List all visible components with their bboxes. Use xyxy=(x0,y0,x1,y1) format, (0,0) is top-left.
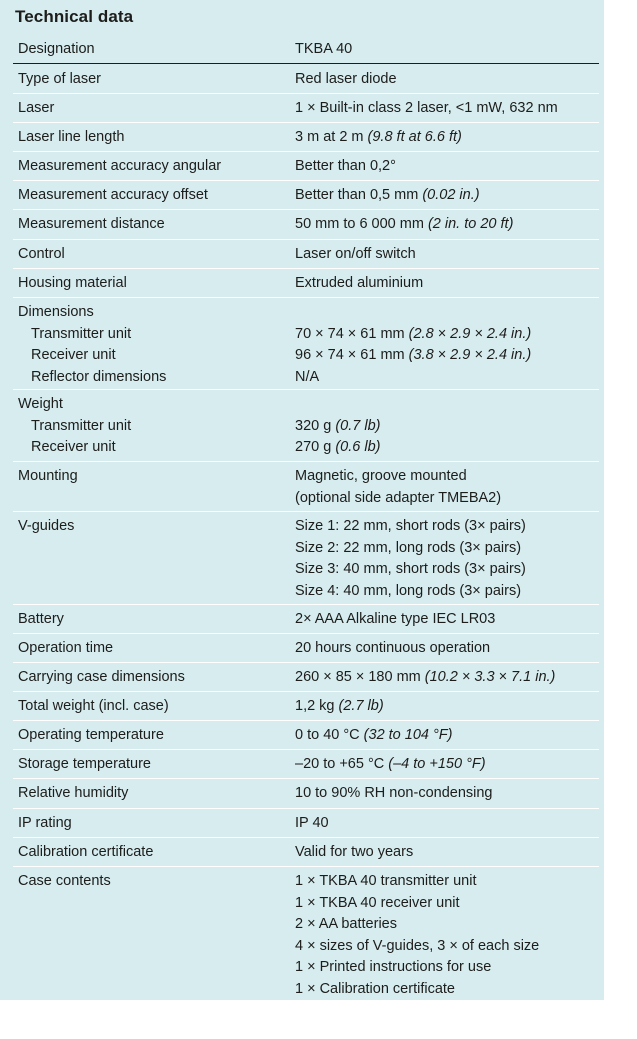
spec-label xyxy=(18,516,288,538)
value-imperial-text: (2.7 lb) xyxy=(338,698,384,714)
value-imperial-text: (0.02 in.) xyxy=(422,187,480,203)
spec-label-text: V-guides xyxy=(18,518,75,534)
spec-value xyxy=(295,214,600,236)
value-imperial-text: (0.6 lb) xyxy=(335,439,381,455)
spec-sublabel: Transmitter unit xyxy=(31,417,132,434)
spec-value xyxy=(295,754,600,776)
spec-label xyxy=(18,156,288,178)
value-text: 1 × TKBA 40 transmitter unit xyxy=(295,873,477,889)
value-text: IP 40 xyxy=(295,815,329,831)
value-imperial-text: (32 to 104 °F) xyxy=(363,727,453,743)
spec-value xyxy=(295,302,600,388)
spec-label-text: Weight xyxy=(18,396,63,412)
value-text: Magnetic, groove mounted xyxy=(295,468,467,484)
designation-value: TKBA 40 xyxy=(295,41,353,57)
spec-value xyxy=(295,516,600,602)
spec-label-text: Operating temperature xyxy=(18,727,164,743)
spec-label-text: Mounting xyxy=(18,468,78,484)
value-text: Red laser diode xyxy=(295,71,397,87)
spec-label-text: Measurement accuracy angular xyxy=(18,158,222,174)
row-divider xyxy=(13,209,599,210)
row-divider xyxy=(13,268,599,269)
spec-value xyxy=(295,185,600,207)
value-text: Valid for two years xyxy=(295,844,414,860)
spec-sublabel: Transmitter unit xyxy=(31,325,132,342)
value-text: 70 × 74 × 61 mm xyxy=(295,325,409,342)
row-divider xyxy=(13,778,599,779)
spec-label xyxy=(18,696,288,718)
spec-value xyxy=(295,98,600,120)
row-divider xyxy=(13,389,599,390)
row-divider xyxy=(13,808,599,809)
value-text: 96 × 74 × 61 mm xyxy=(295,347,409,363)
spec-label xyxy=(18,98,288,120)
spec-label-text: Storage temperature xyxy=(18,756,151,772)
spec-label xyxy=(18,813,288,835)
value-text: N/A xyxy=(295,368,320,385)
row-divider xyxy=(13,180,599,181)
row-divider xyxy=(13,866,599,867)
value-text: 1 × Calibration certificate xyxy=(295,980,455,997)
value-text: Extruded aluminium xyxy=(295,275,424,291)
value-imperial-text: (–4 to +150 °F) xyxy=(388,756,486,772)
spec-label-text: Laser xyxy=(18,100,55,116)
value-text: 2× AAA Alkaline type IEC LR03 xyxy=(295,611,496,627)
value-imperial-text: (0.7 lb) xyxy=(335,417,381,434)
value-text: Laser on/off switch xyxy=(295,246,416,262)
row-divider xyxy=(13,151,599,152)
spec-sublabel: Receiver unit xyxy=(31,439,116,455)
value-text: 1 × TKBA 40 receiver unit xyxy=(295,894,460,911)
row-divider xyxy=(13,461,599,462)
value-text: Better than 0,5 mm xyxy=(295,187,423,203)
spec-sublabel: Reflector dimensions xyxy=(31,368,167,385)
spec-label-text: Carrying case dimensions xyxy=(18,669,185,685)
value-imperial-text: (10.2 × 3.3 × 7.1 in.) xyxy=(424,669,556,685)
spec-value xyxy=(295,696,600,718)
spec-value xyxy=(295,609,600,631)
spec-label xyxy=(18,127,288,149)
row-divider xyxy=(13,633,599,634)
row-divider xyxy=(13,604,599,605)
header-divider xyxy=(13,63,599,64)
spec-label-text: Relative humidity xyxy=(18,785,129,801)
spec-label xyxy=(18,244,288,266)
value-text: 270 g xyxy=(295,439,336,455)
spec-label-text: IP rating xyxy=(18,815,72,831)
row-divider xyxy=(13,239,599,240)
spec-label-text: Measurement distance xyxy=(18,216,165,232)
spec-label xyxy=(18,609,288,631)
row-divider xyxy=(13,662,599,663)
spec-label xyxy=(18,185,288,207)
spec-label xyxy=(18,871,288,893)
spec-label-text: Calibration certificate xyxy=(18,844,154,860)
value-imperial-text: (9.8 ft at 6.6 ft) xyxy=(367,129,462,145)
spec-value xyxy=(295,813,600,835)
spec-label-text: Laser line length xyxy=(18,129,125,145)
row-divider xyxy=(13,720,599,721)
value-text: 2 × AA batteries xyxy=(295,916,397,932)
spec-value xyxy=(295,667,600,689)
value-text: 50 mm to 6 000 mm xyxy=(295,216,428,232)
spec-label-text: Total weight (incl. case) xyxy=(18,698,169,714)
spec-label xyxy=(18,783,288,805)
spec-label xyxy=(18,302,288,388)
row-divider xyxy=(13,691,599,692)
row-divider xyxy=(13,93,599,94)
value-text: 4 × sizes of V-guides, 3 × of each size xyxy=(295,937,540,954)
value-imperial-text: (2 in. to 20 ft) xyxy=(427,216,514,232)
spec-value xyxy=(295,273,600,295)
spec-label xyxy=(18,466,288,488)
value-text: 1 × Printed instructions for use xyxy=(295,959,492,975)
value-text: 20 hours continuous operation xyxy=(295,640,491,656)
value-text: 320 g xyxy=(295,417,336,434)
value-text: Size 4: 40 mm, long rods (3× pairs) xyxy=(295,582,522,599)
spec-label-text: Measurement accuracy offset xyxy=(18,187,208,203)
value-text: Size 3: 40 mm, short rods (3× pairs) xyxy=(295,561,526,577)
spec-value xyxy=(295,783,600,805)
value-imperial-text: (2.8 × 2.9 × 2.4 in.) xyxy=(408,325,532,342)
value-text: 0 to 40 °C xyxy=(295,727,364,743)
row-divider xyxy=(13,122,599,123)
spec-value xyxy=(295,466,600,509)
spec-label-text: Control xyxy=(18,246,65,262)
spec-label xyxy=(18,667,288,689)
section-title: Technical data xyxy=(15,7,134,26)
spec-value xyxy=(295,156,600,178)
spec-value xyxy=(295,842,600,864)
spec-label xyxy=(18,725,288,747)
designation-label: Designation xyxy=(18,41,95,57)
value-imperial-text: (3.8 × 2.9 × 2.4 in.) xyxy=(408,347,532,363)
spec-label-text: Battery xyxy=(18,611,64,627)
value-text: Better than 0,2° xyxy=(295,158,396,174)
spec-label-text: Case contents xyxy=(18,873,111,889)
spec-label xyxy=(18,754,288,776)
spec-value xyxy=(295,725,600,747)
value-text: 3 m at 2 m xyxy=(295,129,368,145)
row-divider xyxy=(13,749,599,750)
spec-label xyxy=(18,273,288,295)
spec-value xyxy=(295,69,600,91)
value-text: (optional side adapter TMEBA2) xyxy=(295,489,502,506)
spec-label-text: Operation time xyxy=(18,640,114,656)
spec-sublabel: Receiver unit xyxy=(31,347,116,363)
row-divider xyxy=(13,837,599,838)
value-text: Size 1: 22 mm, short rods (3× pairs) xyxy=(295,518,526,534)
spec-value xyxy=(295,244,600,266)
spec-label xyxy=(18,842,288,864)
row-divider xyxy=(13,511,599,512)
value-text: –20 to +65 °C xyxy=(295,756,389,772)
spec-label-text: Housing material xyxy=(18,275,127,291)
value-text: Size 2: 22 mm, long rods (3× pairs) xyxy=(295,539,522,556)
spec-label-text: Type of laser xyxy=(18,71,102,87)
spec-label xyxy=(18,394,288,459)
spec-label xyxy=(18,214,288,236)
value-text: 1 × Built-in class 2 laser, <1 mW, 632 nm xyxy=(295,100,558,116)
value-text: 10 to 90% RH non-condensing xyxy=(295,785,493,801)
spec-value xyxy=(295,394,600,459)
spec-label xyxy=(18,638,288,660)
spec-value xyxy=(295,638,600,660)
spec-value xyxy=(295,871,600,1000)
spec-value xyxy=(295,127,600,149)
spec-label xyxy=(18,69,288,91)
spec-label-text: Dimensions xyxy=(18,304,94,320)
value-text: 1,2 kg xyxy=(295,698,339,714)
value-text: 260 × 85 × 180 mm xyxy=(295,669,425,685)
row-divider xyxy=(13,297,599,298)
